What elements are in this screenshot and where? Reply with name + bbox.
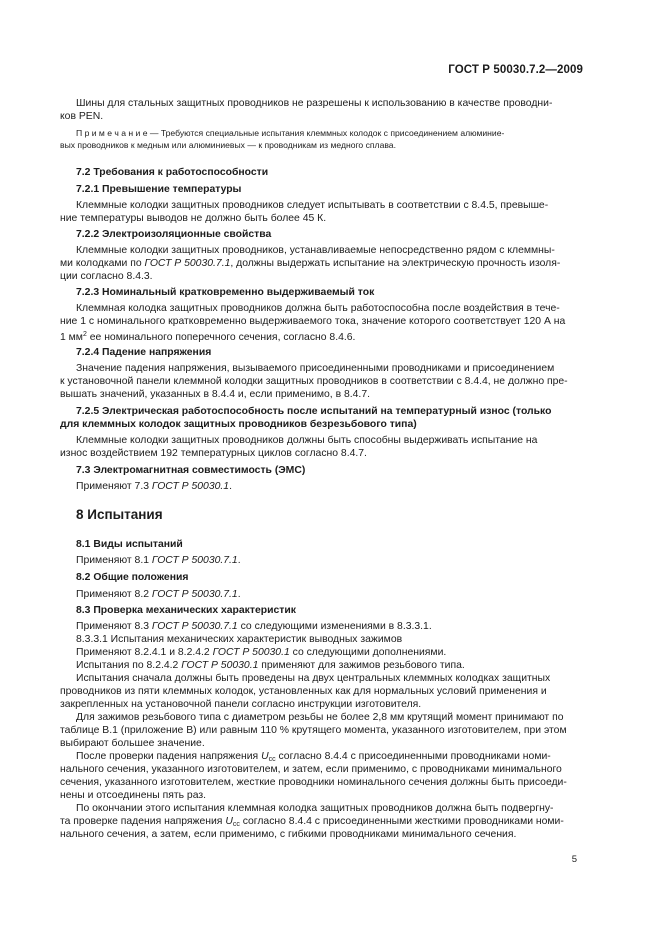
section-heading-7-2-3: 7.2.3 Номинальный кратковременно выдерживаемый ток (76, 287, 375, 298)
note-line: П р и м е ч а н и е — Требуются специальные испытания клеммных колодок с присоединением алюминие- (76, 128, 505, 138)
standard-reference: ГОСТ Р 50030.1 (151, 481, 230, 492)
text-span: Испытания по 8.2.4.2 (76, 660, 182, 671)
text-span: согласно 8.4.4 с присоединенными жесткими проводниками номи- (239, 816, 564, 827)
section-heading-7-2-5: 7.2.5 Электрическая работоспособность после испытаний на температурный износ (только (76, 406, 552, 417)
text-line: Клеммные колодки защитных проводников, устанавливаемые непосредственно рядом с клеммны- (76, 245, 555, 256)
text-span: та проверке падения напряжения (60, 816, 226, 827)
text-span: применяют для зажимов резьбового типа. (258, 660, 465, 671)
section-heading-8-3: 8.3 Проверка механических характеристик (76, 605, 296, 616)
section-heading-7-3: 7.3 Электромагнитная совместимость (ЭМС) (76, 465, 306, 476)
text-span: . (237, 589, 241, 600)
standard-reference: ГОСТ Р 50030.1 (212, 647, 290, 658)
voltage-symbol: U (261, 751, 269, 762)
subscript: cc (268, 756, 276, 763)
text-span: Применяют 8.2.4.1 и 8.2.4.2 (76, 647, 213, 658)
text-line: износ воздействием 192 температурных циклов согласно 8.4.7. (60, 448, 367, 459)
subsection-heading-8-3-3-1: 8.3.3.1 Испытания механических характеристик выводных зажимов (76, 634, 403, 645)
note-line: вых проводников к медным или алюминиевых — к проводникам из медного сплава. (60, 140, 396, 150)
text-span: . (229, 481, 232, 492)
text-line: Значение падения напряжения, вызываемого присоединенными проводниками и присоединением (76, 363, 555, 374)
text-span: ее номинального поперечного сечения, согласно 8.4.6. (86, 332, 356, 343)
text-line: ков PEN. (60, 111, 104, 122)
section-heading-8: 8 Испытания (76, 507, 163, 522)
standard-reference: ГОСТ Р 50030.7.1 (151, 621, 238, 632)
text-line (76, 480, 232, 493)
text-span: Применяют 8.1 (76, 555, 152, 566)
page-header-standard-id: ГОСТ Р 50030.7.2—2009 (448, 64, 583, 76)
text-line (76, 646, 446, 659)
text-span: со следующими изменениями в 8.3.3.1. (237, 621, 432, 632)
text-line: сечения, указанного изготовителем, жесткие проводники номинального сечения должны быть присоеди- (60, 777, 567, 788)
text-line: Испытания сначала должны быть проведены на двух центральных клеммных колодках защитных (76, 673, 551, 684)
text-span: , должны выдержать испытание на электрическую прочность изоля- (230, 258, 561, 269)
text-span: После проверки падения напряжения (76, 751, 262, 762)
page-number: 5 (571, 854, 577, 865)
text-line: Клеммные колодки защитных проводников должны быть способны выдерживать испытание на (76, 435, 538, 446)
text-span: Применяют 8.3 (76, 621, 152, 632)
text-span: Применяют 8.2 (76, 589, 152, 600)
section-heading-8-1: 8.1 Виды испытаний (76, 539, 183, 550)
text-line: выбирают большее значение. (60, 738, 205, 749)
text-line (76, 554, 241, 567)
text-line: нального сечения, а затем, если применимо, с гибкими проводниками минимального сечения. (60, 829, 517, 840)
standard-reference: ГОСТ Р 50030.7.1 (151, 555, 238, 566)
text-span: . (237, 555, 241, 566)
section-heading-7-2: 7.2 Требования к работоспособности (76, 167, 269, 178)
text-line: закрепленных на установочной панели согласно инструкции изготовителя. (60, 699, 422, 710)
text-line (76, 659, 465, 672)
text-line (76, 620, 432, 633)
section-heading-7-2-1: 7.2.1 Превышение температуры (76, 184, 242, 195)
text-line: ции согласно 8.4.3. (60, 271, 153, 282)
subscript: cc (232, 821, 240, 828)
text-line: Клеммные колодки защитных проводников следует испытывать в соответствии с 8.4.5, превыше- (76, 200, 549, 211)
section-heading-8-2: 8.2 Общие положения (76, 572, 189, 583)
text-line: проводников из пяти клеммных колодок, установленных как для нормальных условий применения и (60, 686, 547, 697)
superscript: 2 (82, 331, 87, 338)
standard-reference: ГОСТ Р 50030.7.1 (151, 589, 238, 600)
text-line: Для зажимов резьбового типа с диаметром резьбы не более 2,8 мм крутящий момент принимают по (76, 712, 564, 723)
text-line: вышать значений, указанных в 8.4.4 и, если применимо, в 8.4.7. (60, 389, 370, 400)
text-line: таблице В.1 (приложение В) или равным 110 % крутящего момента, указанного изготовителем, при этом (60, 725, 567, 736)
text-line: По окончании этого испытания клеммная колодка защитных проводников должна быть подвергну- (76, 803, 554, 814)
section-heading-7-2-4: 7.2.4 Падение напряжения (76, 347, 212, 358)
text-line: Клеммная колодка защитных проводников должна быть работоспособна после воздействия в тече- (76, 303, 560, 314)
text-line: нального сечения, указанного изготовителем, и затем, если применимо, с проводниками минимального (60, 764, 562, 775)
text-span: согласно 8.4.4 с присоединенными проводниками номи- (275, 751, 551, 762)
voltage-symbol: U (225, 816, 233, 827)
standard-reference: ГОСТ Р 50030.1 (181, 660, 259, 671)
text-line: ние 1 с номинального кратковременно выдерживаемого тока, значение которого соответствует 120 А на (60, 316, 566, 327)
text-line: к установочной панели клеммной колодки защитных проводников в соответствии с 8.4.4, не должно пре- (60, 376, 568, 387)
text-line (76, 588, 241, 601)
text-line (60, 328, 355, 344)
section-heading-7-2-2: 7.2.2 Электроизоляционные свойства (76, 229, 272, 240)
text-line: нены и отсоединены пять раз. (60, 790, 207, 801)
text-span: 1 мм (60, 332, 83, 343)
text-span: Применяют 7.3 (76, 481, 152, 492)
text-span: ми колодками по (60, 258, 145, 269)
text-line: Шины для стальных защитных проводников не разрешены к использованию в качестве проводни- (76, 98, 553, 109)
section-heading-7-2-5-cont: для клеммных колодок защитных проводников безрезьбового типа) (60, 419, 417, 430)
standard-reference: ГОСТ Р 50030.7.1 (144, 258, 231, 269)
text-line (60, 257, 560, 270)
text-span: со следующими дополнениями. (289, 647, 447, 658)
text-line: ние температуры выводов не должно быть более 45 К. (60, 213, 327, 224)
